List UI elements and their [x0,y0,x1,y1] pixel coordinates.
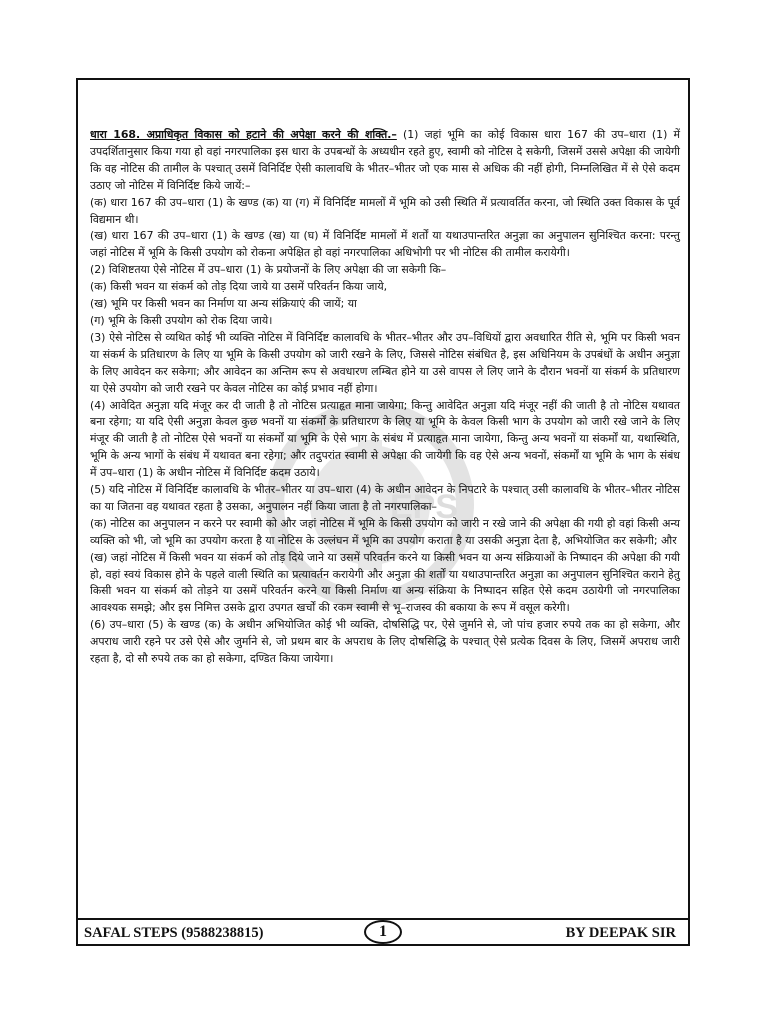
paragraph: (क) नोटिस का अनुपालन न करने पर स्वामी को और जहां नोटिस में भूमि के किसी उपयोग को जारी न रखे जाने की अपेक्षा की गयी हो वहां किसी अन्य व्यक्ति को भी, जो भूमि का उपयोग करता है या नोटिस के उल्लंघन में भूमि का उपयोग कराता है या उसकी अनुज्ञा देता है, अभियोजित कर सकेगी; और [90,516,680,547]
watermark-text: EPS [390,488,459,526]
footer-publisher: SAFAL STEPS (9588238815) [84,925,264,941]
paragraph: (5) यदि नोटिस में विनिर्दिष्ट कालावधि के भीतर–भीतर या उप–धारा (4) के अधीन आवेदन के निपटारे के पश्चात् उसी कालावधि के भीतर–भीतर नोटिस का या जितना वह यथावत रहता है उसका, अनुपालन नहीं किया जाता है तो नगरपालिका– [90,483,680,513]
paragraph-1 [90,127,680,195]
paragraph: (क) किसी भवन या संकर्म को तोड़ दिया जाये या उसमें परिवर्तन किया जाये, [90,280,388,294]
paragraph: (6) उप–धारा (5) के खण्ड (क) के अधीन अभियोजित कोई भी व्यक्ति, दोषसिद्धि पर, ऐसे जुर्माने से, जो पांच हजार रुपये तक का हो सकेगा, और अपराध जारी रहने पर उसे ऐसे और जुर्माने से, जो प्रथम बार के अपराध के लिए दोषसिद्धि के पश्चात् ऐसे प्रत्येक दिवस के लिए, जिसमें अपराध जारी रहता है, दो सौ रुपये तक का हो सकेगा, दण्डित किया जायेगा। [90,618,680,666]
paragraph-1-text: (1) जहां भूमि का कोई विकास धारा 167 की उप–धारा (1) में उपदर्शितानुसार किया गया हो वहां नगरपालिका इस धारा के उपबन्धों के अध्यधीन रहते हुए, स्वामी को नोटिस दे सकेगी, जिसमें उससे अपेक्षा की जायेगी कि वह नोटिस की तामील के पश्चात् उसमें विनिर्दिष्ट ऐसी कालावधि के भीतर–भीतर जो एक मास से अधिक की नहीं होगी, निम्नलिखित में से ऐसे कदम उठाए जो नोटिस में विनिर्दिष्ट किये जायें:– [90,128,680,192]
paragraph: (2) विशिष्टतया ऐसे नोटिस में उप–धारा (1) के प्रयोजनों के लिए अपेक्षा की जा सकेगी कि– [90,263,447,277]
section-heading: धारा 168. अप्राधिकृत विकास को हटाने की अपेक्षा करने की शक्ति.– [90,128,397,141]
paragraph: (3) ऐसे नोटिस से व्यथित कोई भी व्यक्ति नोटिस में विनिर्दिष्ट कालावधि के भीतर–भीतर और उप–विधियों द्वारा अवधारित रीति से, भूमि पर किसी भवन या संकर्म के प्रतिधारण के लिए या भूमि के किसी उपयोग को जारी रखने के लिए, जिससे नोटिस संबंधित है, इस अधिनियम के उपबंधों के अधीन अनुज्ञा के लिए आवेदन कर सकेगा; और आवेदन का अन्तिम रूप से अवधारण लम्बित होने या उसे वापस ले लिए जाने के दौरान भवनों या संकर्म के प्रतिधारण या ऐसे उपयोग को जारी रखने पर केवल नोटिस का कोई प्रभाव नहीं होगा। [90,330,680,395]
paragraph: (ग) भूमि के किसी उपयोग को रोक दिया जाये। [90,313,273,327]
paragraph: (क) धारा 167 की उप–धारा (1) के खण्ड (क) या (ग) में विनिर्दिष्ट मामलों में भूमि को उसी स्थिति में प्रत्यावर्तित करना, जो स्थिति उक्त विकास के पूर्व विद्यमान थी। [90,195,680,226]
paragraph: (4) आवेदित अनुज्ञा यदि मंजूर कर दी जाती है तो नोटिस प्रत्याहृत माना जायेगा; किन्तु आवेदित अनुज्ञा यदि मंजूर नहीं की जाती है तो नोटिस यथावत बना रहेगा; या यदि ऐसी अनुज्ञा केवल कुछ भवनों या संकर्मों के प्रतिधारण के लिए या भूमि के केवल किसी भाग के उपयोग को जारी रखे जाने के लिए मंजूर की जाती है तो नोटिस ऐसे भवनों या संकर्मों या भूमि के ऐसे भाग के संबंध में प्रत्याहृत माना जायेगा, किन्तु अन्य भवनों या संकर्मों या, यथास्थिति, भूमि के अन्य भागों के संबंध में यथावत बना रहेगा; और तदुपरांत स्वामी से अपेक्षा की जायेगी कि वह ऐसे अन्य भवनों, संकर्मों या भूमि के भाग के संबंध में उप–धारा (1) के अधीन नोटिस में विनिर्दिष्ट कदम उठाये। [90,398,680,480]
page-number: 1 [364,920,402,944]
footer-author: BY DEEPAK SIR [565,925,676,941]
paragraph: (ख) धारा 167 की उप–धारा (1) के खण्ड (ख) या (घ) में विनिर्दिष्ट मामलों में शर्तों या यथाउपान्तरित अनुज्ञा का अनुपालन सुनिश्चित करना: परन्तु जहां नोटिस में भूमि के किसी उपयोग को रोकना अपेक्षित हो वहां नगरपालिका अधिभोगी पर भी नोटिस की तामील करायेगी। [90,229,680,260]
document-body [90,127,680,668]
paragraph: (ख) भूमि पर किसी भवन का निर्माण या अन्य संक्रियाएं की जायें; या [90,297,357,311]
paragraph: (ख) जहां नोटिस में किसी भवन या संकर्म को तोड़ दिये जाने या उसमें परिवर्तन करने या किसी भवन या अन्य संक्रियाओं के निष्पादन की अपेक्षा की गयी हो, वहां स्वयं विकास होने के पहले वाली स्थिति का प्रत्यावर्तन करायेगी और अनुज्ञा की शर्तों या यथाउपान्तरित अनुज्ञा का अनुपालन सुनिश्चित कराने हेतु किसी भवन या संकर्म को तोड़ने या उसमें परिवर्तन करने या किसी निर्माण या अन्य संक्रिया के निष्पादन सहित ऐसे कदम उठायेगी जो नगरपालिका आवश्यक समझे; और इस निमित्त उसके द्वारा उपगत खर्चों की रकम स्वामी से भू–राजस्व की बकाया के रूप में वसूल करेगी। [90,550,680,615]
